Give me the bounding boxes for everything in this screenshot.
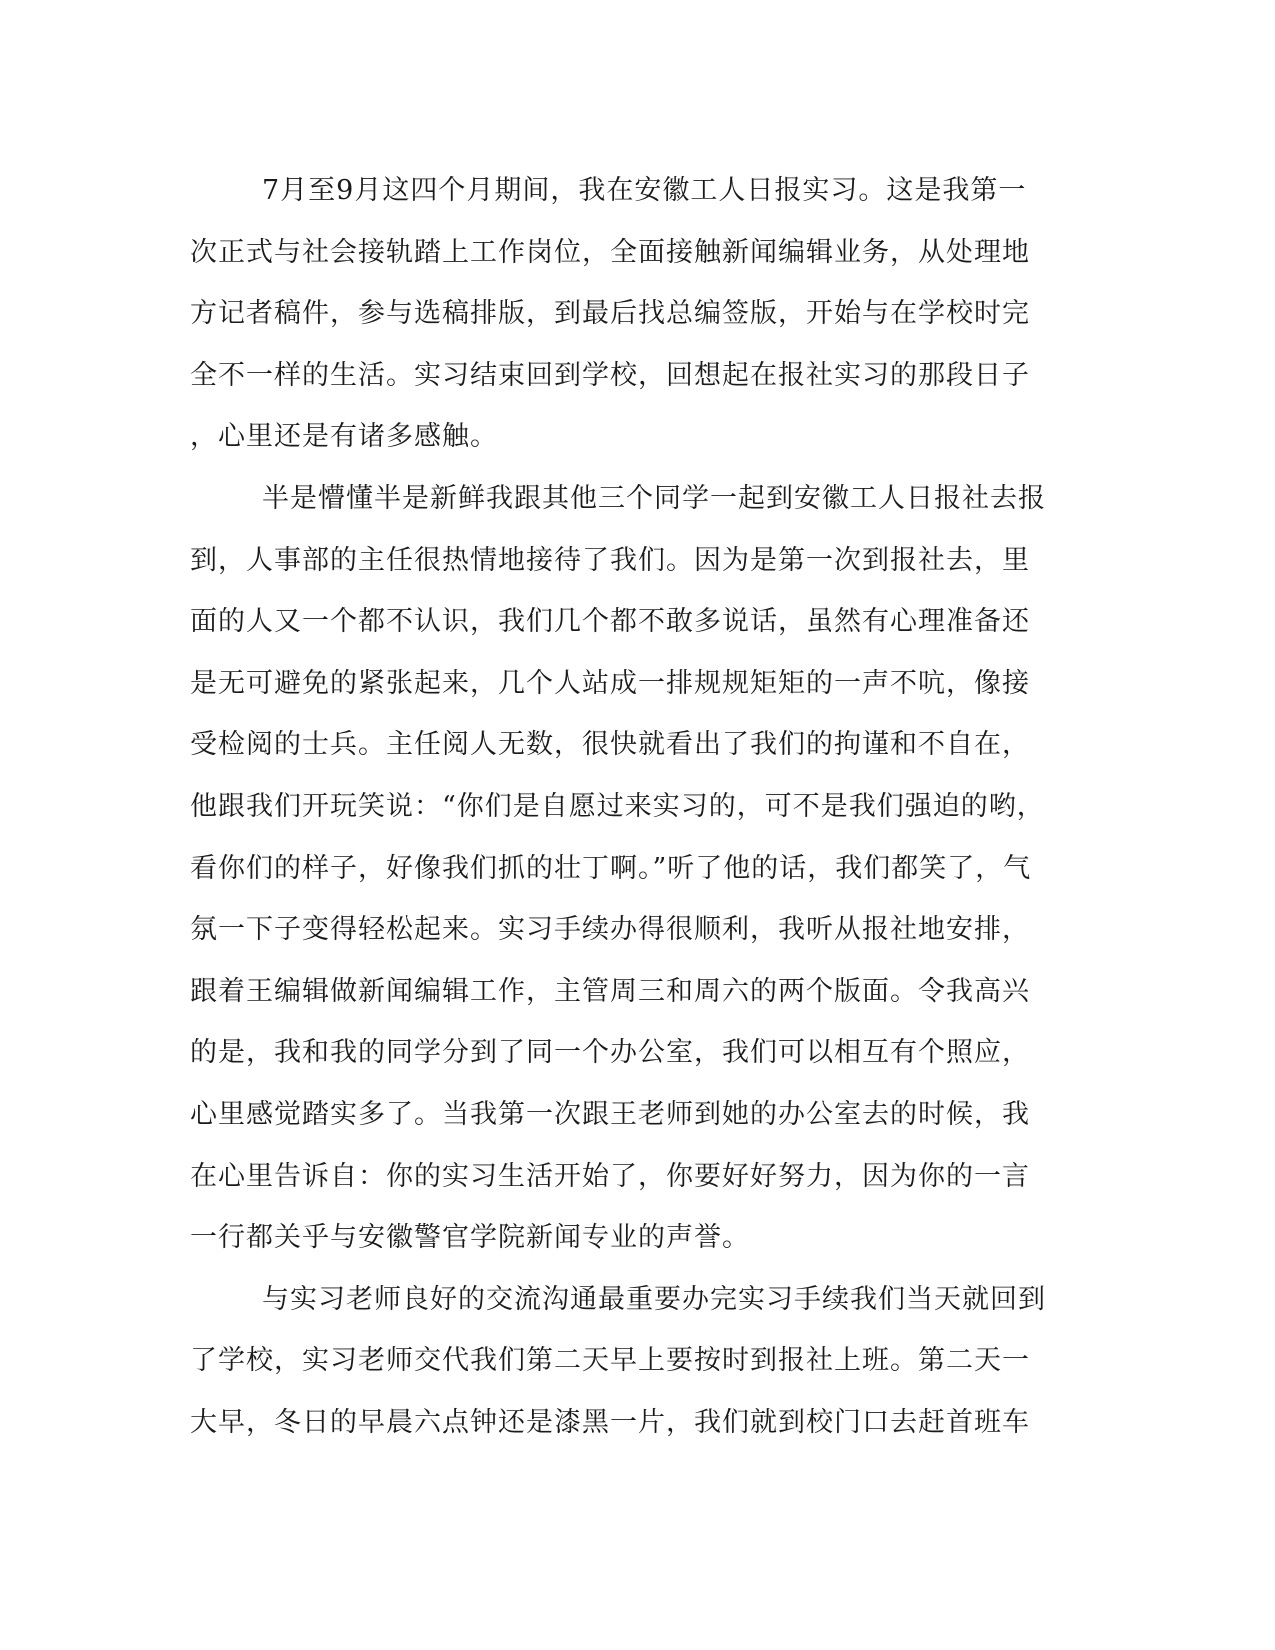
text-line: 一行都关乎与安徽警官学院新闻专业的声誉。 [190,1222,750,1254]
text-line: 在心里告诉自：你的实习生活开始了，你要好好努力，因为你的一言 [190,1160,1030,1192]
text-line: 了学校，实习老师交代我们第二天早上要按时到报社上班。第二天一 [190,1345,1030,1377]
text-line: 他跟我们开玩笑说：“你们是自愿过来实习的，可不是我们强迫的哟， [190,790,1045,822]
paragraph-1 [190,160,1090,468]
text-line: 的是，我和我的同学分到了同一个办公室，我们可以相互有个照应， [190,1037,1030,1069]
text-line: ，心里还是有诸多感触。 [190,421,498,453]
text-line: 受检阅的士兵。主任阅人无数，很快就看出了我们的拘谨和不自在， [190,729,1030,761]
text-line: 次正式与社会接轨踏上工作岗位，全面接触新闻编辑业务，从处理地 [190,236,1030,268]
text-line: 看你们的样子，好像我们抓的壮丁啊。”听了他的话，我们都笑了，气 [190,852,1032,884]
text-line: 面的人又一个都不认识，我们几个都不敢多说话，虽然有心理准备还 [190,606,1030,638]
paragraph-2 [190,468,1090,1269]
text-line: 到，人事部的主任很热情地接待了我们。因为是第一次到报社去，里 [190,544,1030,576]
text-line: 跟着王编辑做新闻编辑工作，主管周三和周六的两个版面。令我高兴 [190,975,1030,1007]
document-body [190,160,1090,1453]
text-line: 全不一样的生活。实习结束回到学校，回想起在报社实习的那段日子 [190,359,1030,391]
text-line: 7月至9月这四个月期间，我在安徽工人日报实习。这是我第一 [262,175,1027,206]
text-line: 半是懵懂半是新鲜我跟其他三个同学一起到安徽工人日报社去报 [262,482,1046,514]
text-line: 与实习老师良好的交流沟通最重要办完实习手续我们当天就回到 [262,1283,1046,1315]
text-line: 是无可避免的紧张起来，几个人站成一排规规矩矩的一声不吭，像接 [190,667,1030,699]
text-line: 氛一下子变得轻松起来。实习手续办得很顺利，我听从报社地安排， [190,914,1030,946]
text-line: 大早，冬日的早晨六点钟还是漆黑一片，我们就到校门口去赶首班车 [190,1406,1030,1438]
paragraph-3 [190,1269,1090,1454]
text-line: 心里感觉踏实多了。当我第一次跟王老师到她的办公室去的时候，我 [190,1098,1030,1130]
text-line: 方记者稿件，参与选稿排版，到最后找总编签版，开始与在学校时完 [190,298,1030,330]
